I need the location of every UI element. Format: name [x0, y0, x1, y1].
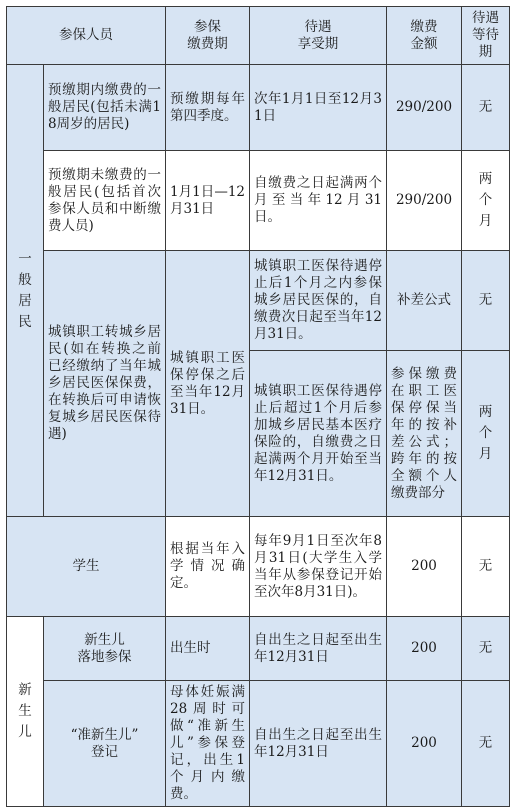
cell-benefit: 次年1月1日至12月31日: [250, 65, 387, 151]
cell-wait: 无: [462, 681, 510, 807]
cell-benefit: 自缴费之日起满两个月至当年12月31日。: [250, 151, 387, 251]
cell-benefit: 城镇职工医保待遇停止后超过1个月后参加城乡居民基本医疗保险的，自缴费之日起满两个月开始至当年12月31日。: [250, 351, 387, 517]
cell-benefit: 每年9月1日至次年8月31日(大学生入学当年从参保登记开始至次年8月31日)。: [250, 517, 387, 617]
cell-who: 预缴期未缴费的一般居民(包括首次参保人员和中断缴费人员): [44, 151, 166, 251]
cell-who: 新生儿 落地参保: [44, 617, 166, 681]
cell-amount: 200: [387, 681, 462, 807]
header-amount: 缴费 金额: [387, 7, 462, 65]
cell-benefit: 自出生之日起至出生年12月31日: [250, 681, 387, 807]
cell-who: 城镇职工转城乡居民(如在转换之前已经缴纳了当年城乡居民医保保费，在转换后可申请恢复城乡居民医保待遇): [44, 251, 166, 517]
table-row: [7, 151, 510, 251]
table-row: [7, 517, 510, 617]
table-row: [7, 65, 510, 151]
insurance-table-container: [6, 6, 510, 807]
header-wait: 待遇 等待期: [462, 7, 510, 65]
cell-amount: 200: [387, 517, 462, 617]
cell-period: 1月1日—12月31日: [166, 151, 250, 251]
cell-benefit: 自出生之日起至出生年12月31日: [250, 617, 387, 681]
cell-period: 预缴期每年第四季度。: [166, 65, 250, 151]
cell-period: 母体妊娠满28周时可做“准新生儿”参保登记，出生1个月内缴费。: [166, 681, 250, 807]
table-row: [7, 681, 510, 807]
cell-amount: 290/200: [387, 65, 462, 151]
cell-who: “准新生儿” 登记: [44, 681, 166, 807]
header-period: 参保 缴费期: [166, 7, 250, 65]
header-benefit: 待遇 享受期: [250, 7, 387, 65]
cell-benefit: 城镇职工医保待遇停止后1个月之内参保城乡居民医保的，自缴费次日起至当年12月31日。: [250, 251, 387, 351]
table-row: [7, 617, 510, 681]
header-group: 参保人员: [7, 7, 166, 65]
cell-period: 出生时: [166, 617, 250, 681]
category-general: 一般居民: [7, 65, 44, 517]
cell-period: 城镇职工医保停保之后至当年12月31日。: [166, 251, 250, 517]
cell-wait: 两个月: [462, 151, 510, 251]
cell-wait: 无: [462, 65, 510, 151]
cell-who: 学生: [7, 517, 166, 617]
cell-amount: 200: [387, 617, 462, 681]
cell-wait: 无: [462, 517, 510, 617]
insurance-payment-table: [6, 6, 510, 807]
category-newborn: 新生儿: [7, 617, 44, 807]
header-row: [7, 7, 510, 65]
cell-wait: 无: [462, 617, 510, 681]
cell-wait: 两个月: [462, 351, 510, 517]
table-row: [7, 251, 510, 351]
cell-who: 预缴期内缴费的一般居民(包括未满18周岁的居民): [44, 65, 166, 151]
cell-wait: 无: [462, 251, 510, 351]
cell-amount: 补差公式: [387, 251, 462, 351]
cell-period: 根据当年入学情况确定。: [166, 517, 250, 617]
cell-amount: 290/200: [387, 151, 462, 251]
cell-amount: 参保缴费在职工医保停保当年的按补差公式；跨年的按全额个人缴费部分: [387, 351, 462, 517]
